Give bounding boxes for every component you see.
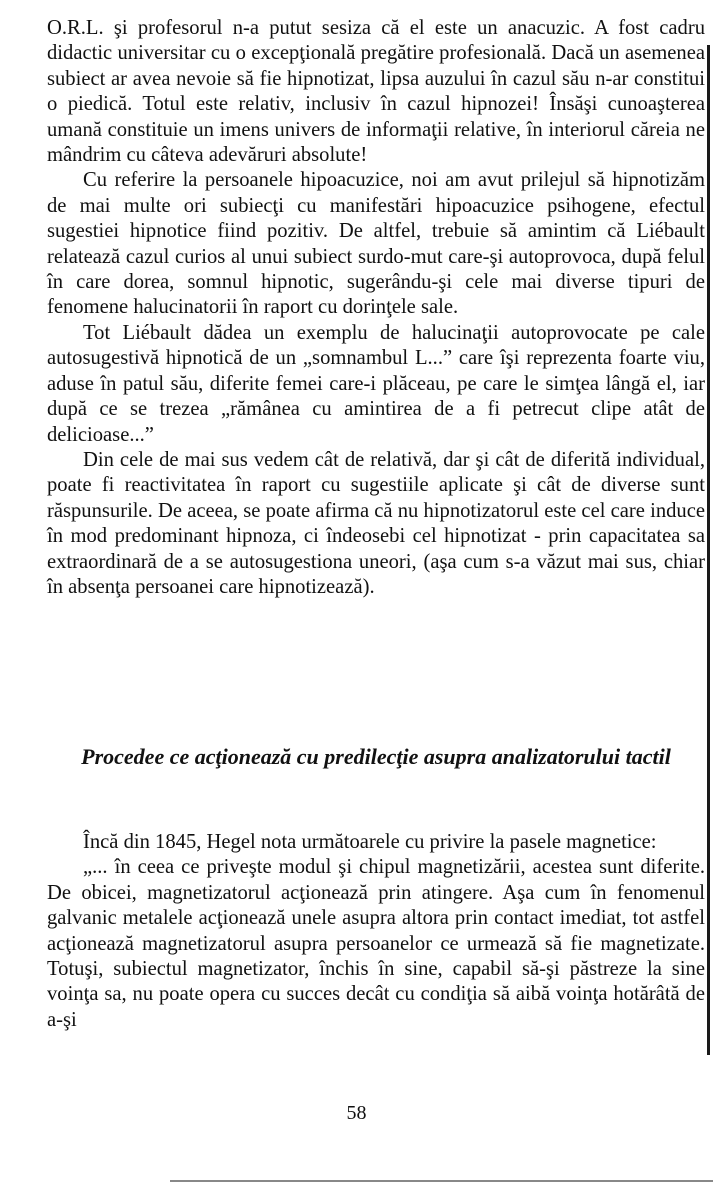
paragraph: Cu referire la persoanele hipoacuzice, noi am avut prilejul să hipnotizăm de mai multe ori subiecţi cu manifestări hipoacuzice psihogene, efectul sugestiei hipnotice fiind pozitiv. De altfel, trebuie să amintim că Liébault relatează cazul curios al unui subiect surdo-mut care-şi autoprovoca, după felul în care dorea, somnul hipnotic, sugerându-şi cele mai diverse tipuri de fenomene halucinatorii în raport cu dorinţele sale. [47,169,705,319]
scan-bottom-line [170,1180,713,1182]
scan-edge-line [707,45,710,1055]
paragraph: O.R.L. şi profesorul n-a putut sesiza că el este un anacuzic. A fost cadru didactic universitar cu o excepţională pregătire profesională. Dacă un asemenea subiect ar avea nevoie să fie hipnotizat, lipsa auzului în cazul său n-ar constitui o piedică. Totul este relativ, inclusiv în cazul hipnozei! Însăşi cunoaşterea umană constituie un imens univers de informaţii relative, în interiorul căreia ne mândrim cu câteva adevăruri absolute! [47,17,705,167]
paragraph: Din cele de mai sus vedem cât de relativă, dar şi cât de diferită individual, poate fi reactivitatea în raport cu sugestiile aplicate şi cât de diverse sunt răspunsurile. De aceea, se poate afirma că nu hipnotizatorul este cel care induce în mod predominant hipnoza, ci îndeosebi cel hipnotizat - prin capacitatea sa extraordinară de a se autosugestiona uneori, (aşa cum s-a văzut mai sus, chiar în absenţa persoanei care hipnotizează). [47,448,705,598]
body-text-bottom [47,830,705,1033]
body-text-top [47,16,705,600]
paragraph: „... în ceea ce priveşte modul şi chipul magnetizării, acestea sunt diferite. De obicei, magnetizatorul acţionează prin atingere. Aşa cum în fenomenul galvanic metalele acţionează unele asupra altora prin contact imediat, tot astfel acţionează magnetizatorul asupra persoanelor ce urmează să fie magnetizate. Totuşi, subiectul magnetizator, închis în sine, capabil să-şi păstreze la sine voinţa sa, nu poate opera cu succes decât cu condiţia să aibă voinţa hotărâtă de a-şi [47,856,705,1031]
page-number: 58 [346,1102,367,1124]
paragraph: Tot Liébault dădea un exemplu de halucinaţii autoprovocate pe cale autosugestivă hipnotică de un „somnambul L...” care îşi reprezenta foarte viu, aduse în patul său, diferite femei care-i plăceau, pe care le simţea lângă el, iar după ce se trezea „rămânea cu amintirea de a fi petrecut clipe atât de delicioase...” [47,321,705,446]
section-heading: Procedee ce acţionează cu predilecţie asupra analizatorului tactil [81,744,671,769]
paragraph: Încă din 1845, Hegel nota următoarele cu privire la pasele magnetice: [83,831,657,853]
